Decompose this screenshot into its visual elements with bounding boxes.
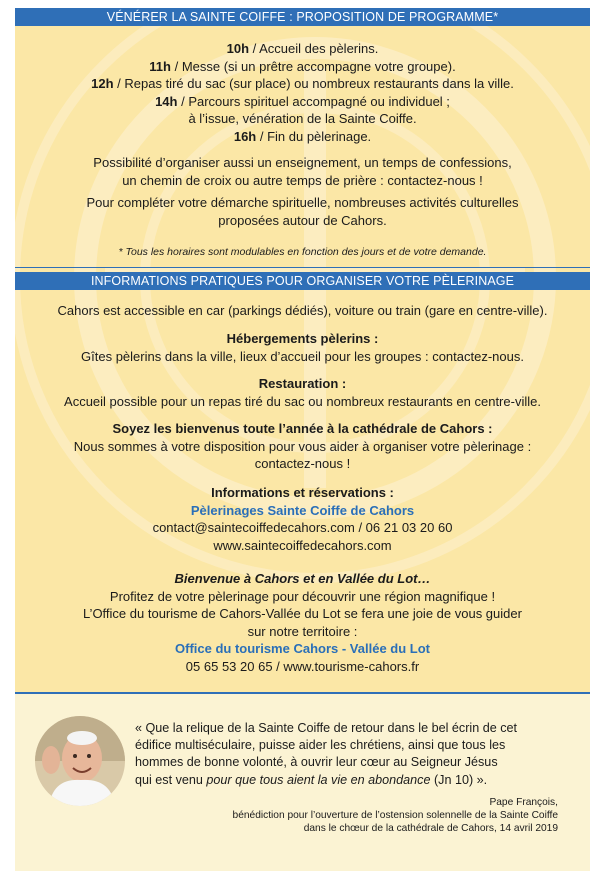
info-section (15, 484, 590, 554)
lodging-title: Hébergements pèlerins : (226, 331, 379, 346)
tourism-title: Bienvenue à Cahors et en Vallée du Lot… (174, 571, 431, 586)
program-footnote: * Tous les horaires sont modulables en fonction des jours et de votre demande. (118, 246, 487, 258)
info-contact[interactable]: contact@saintecoiffedecahors.com / 06 21 03 20 60 (152, 520, 453, 536)
food-title: Restauration : (258, 376, 347, 391)
lodging-text: Gîtes pèlerins dans la ville, lieux d’accueil pour les groupes : contactez-nous. (81, 348, 524, 364)
welcome-section: Soyez les bienvenus toute l’année à la cathédrale de Cahors : Nous sommes à votre disposition pour vous aider à organiser votre pèlerinage : contactez-nous ! (73, 421, 532, 472)
access-text: Cahors est accessible en car (parkings dédiés), voiture ou train (gare en centre-ville). (57, 303, 548, 318)
schedule-item: 10h / Accueil des pèlerins. (226, 41, 379, 56)
tourism-section: Bienvenue à Cahors et en Vallée du Lot… Profitez de votre pèlerinage pour découvrir une région magnifique ! L’Office du tourisme de Cahors-Vallée du Lot se fera une joie de vous guider sur notre territoire : Office du tourisme Cahors - Vallée du Lot 05 65 53 20 65 / www.tourisme-cahors.fr (15, 570, 590, 676)
quote-attribution: Pape François, bénédiction pour l’ouverture de l’ostension solennelle de la Sainte Coiffe dans le chœur de la cathédrale de Cahors, 14 avril 2019 (138, 796, 558, 835)
info-title: Informations et réservations : (211, 485, 394, 500)
practical-heading: INFORMATIONS PRATIQUES POUR ORGANISER VOTRE PÈLERINAGE (15, 272, 590, 290)
schedule-item: 16h / Fin du pèlerinage. (233, 128, 372, 144)
program-schedule (15, 40, 590, 146)
quote-box (15, 694, 590, 871)
tourism-contact[interactable]: 05 65 53 20 65 / www.tourisme-cahors.fr (185, 658, 420, 674)
lodging-section (15, 330, 590, 365)
schedule-item: 11h / Messe (si un prêtre accompagne votre groupe). (149, 58, 456, 74)
schedule-item-cont: à l’issue, vénération de la Sainte Coiffe. (188, 111, 417, 127)
quote-text: « Que la relique de la Sainte Coiffe de retour dans le bel écrin de cet édifice multiséculaire, puisse aider les chrétiens, ainsi que tous les hommes de bonne volonté, à ouvrir leur cœur au Seigneur Jésus qui est venu pour que tous aient la vie en abondance (Jn 10) ». (135, 721, 518, 787)
quote-author: Pape François, (489, 797, 558, 808)
tourism-org-link[interactable]: Office du tourisme Cahors - Vallée du Lot (175, 641, 430, 657)
food-section (15, 375, 590, 410)
pope-portrait (35, 716, 125, 806)
food-text: Accueil possible pour un repas tiré du sac ou nombreux restaurants en centre-ville. (64, 393, 541, 409)
schedule-item: 14h / Parcours spirituel accompagné ou individuel ; (155, 93, 450, 109)
program-para-2: Pour compléter votre démarche spirituelle, nombreuses activités culturelles proposées autour de Cahors. (86, 195, 519, 228)
welcome-title: Soyez les bienvenus toute l’année à la cathédrale de Cahors : (112, 421, 493, 436)
portrait-image (35, 716, 125, 806)
info-web-link[interactable]: www.saintecoiffedecahors.com (213, 537, 392, 553)
divider (15, 267, 590, 268)
info-org-link[interactable]: Pèlerinages Sainte Coiffe de Cahors (190, 502, 415, 518)
schedule-item: 12h / Repas tiré du sac (sur place) ou nombreux restaurants dans la ville. (91, 76, 514, 92)
flyer-page (15, 8, 590, 871)
program-para-1: Possibilité d’organiser aussi un enseignement, un temps de confessions, un chemin de croix ou autre temps de prière : contactez-nous ! (93, 155, 512, 188)
program-heading: VÉNÉRER LA SAINTE COIFFE : PROPOSITION DE PROGRAMME* (15, 8, 590, 26)
